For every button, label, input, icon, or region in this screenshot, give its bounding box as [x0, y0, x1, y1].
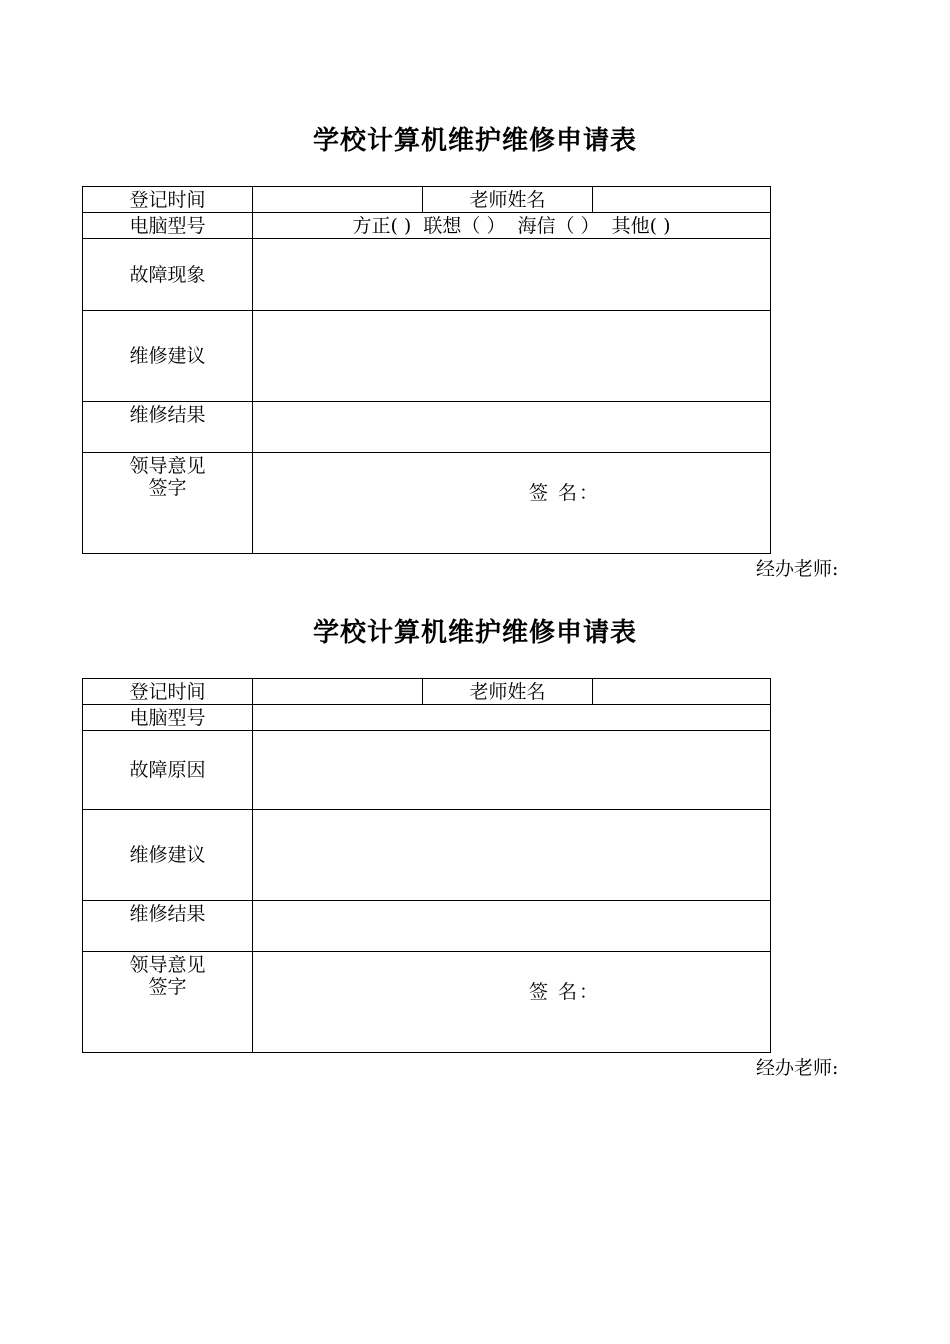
computer-model-options[interactable]: 方正( ) 联想（ ） 海信（ ） 其他( ): [252, 212, 771, 239]
teacher-name-label: 老师姓名: [422, 186, 593, 213]
register-time-label: 登记时间: [82, 678, 253, 705]
suggestion-field[interactable]: [252, 809, 771, 901]
form-title: 学校计算机维护维修申请表: [312, 618, 637, 648]
computer-model-label: 电脑型号: [82, 704, 253, 731]
leader-opinion-line2: 签字: [148, 976, 187, 998]
suggestion-label: 维修建议: [82, 310, 253, 402]
form-title: 学校计算机维护维修申请表: [312, 126, 637, 156]
leader-opinion-field[interactable]: [252, 452, 771, 554]
register-time-label: 登记时间: [82, 186, 253, 213]
handler-label: 经办老师:: [756, 558, 839, 580]
result-field[interactable]: [252, 401, 771, 453]
teacher-name-field[interactable]: [592, 678, 771, 705]
sign-label: 签 名：: [529, 981, 601, 1003]
result-field[interactable]: [252, 900, 771, 952]
fault-label: 故障现象: [82, 238, 253, 311]
result-label: 维修结果: [82, 401, 253, 453]
leader-opinion-label: [82, 452, 253, 554]
register-time-field[interactable]: [252, 678, 423, 705]
teacher-name-label: 老师姓名: [422, 678, 593, 705]
fault-cause-field[interactable]: [252, 730, 771, 810]
suggestion-label: 维修建议: [82, 809, 253, 901]
handler-label: 经办老师:: [756, 1057, 839, 1079]
computer-model-field[interactable]: [252, 704, 771, 731]
fault-field[interactable]: [252, 238, 771, 311]
leader-opinion-line1: 领导意见: [129, 954, 206, 976]
sign-label: 签 名：: [529, 482, 601, 504]
leader-opinion-label: [82, 951, 253, 1053]
leader-opinion-line1: 领导意见: [129, 455, 206, 477]
suggestion-field[interactable]: [252, 310, 771, 402]
register-time-field[interactable]: [252, 186, 423, 213]
fault-cause-label: 故障原因: [82, 730, 253, 810]
teacher-name-field[interactable]: [592, 186, 771, 213]
result-label: 维修结果: [82, 900, 253, 952]
leader-opinion-field[interactable]: [252, 951, 771, 1053]
leader-opinion-line2: 签字: [148, 477, 187, 499]
computer-model-label: 电脑型号: [82, 212, 253, 239]
